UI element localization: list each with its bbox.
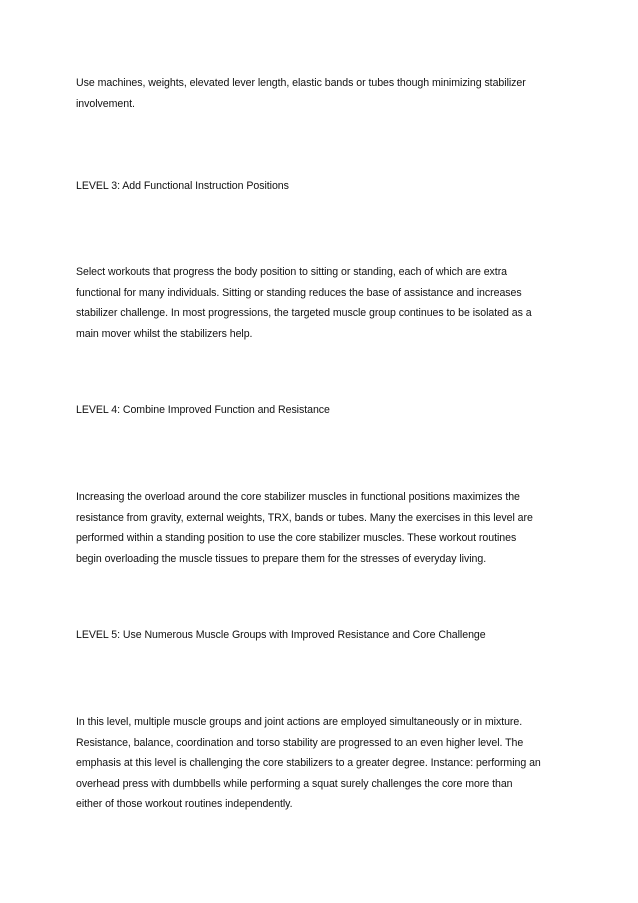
level4-paragraph [76, 487, 566, 569]
text-line: resistance from gravity, external weights, TRX, bands or tubes. Many the exercises in this level are [76, 511, 533, 524]
text-line: stabilizer challenge. In most progressions, the targeted muscle group continues to be isolated as a [76, 307, 532, 319]
text-line: either of those workout routines independently. [76, 798, 293, 810]
text-line: Use machines, weights, elevated lever length, elastic bands or tubes though minimizing stabilizer [76, 77, 526, 89]
text-line: begin overloading the muscle tissues to prepare them for the stresses of everyday living. [76, 552, 487, 565]
text-line: Select workouts that progress the body position to sitting or standing, each of which are extra [76, 266, 508, 278]
level3-heading [76, 176, 566, 197]
heading-text: LEVEL 4: Combine Improved Function and Resistance [76, 404, 330, 416]
text-line: emphasis at this level is challenging the core stabilizers to a greater degree. Instance: performing an [76, 757, 541, 769]
level4-heading [76, 400, 566, 421]
level5-paragraph [76, 712, 566, 815]
heading-text: LEVEL 5: Use Numerous Muscle Groups with Improved Resistance and Core Challenge [76, 629, 486, 641]
text-line: main mover whilst the stabilizers help. [76, 327, 253, 340]
text-line: performed within a standing position to use the core stabilizer muscles. These workout routines [76, 532, 517, 544]
heading-text: LEVEL 3: Add Functional Instruction Positions [76, 180, 289, 192]
text-line: Increasing the overload around the core stabilizer muscles in functional positions maximizes the [76, 491, 520, 503]
text-line: involvement. [76, 97, 135, 110]
text-line: In this level, multiple muscle groups and joint actions are employed simultaneously or in mixture. [76, 716, 523, 728]
level3-paragraph [76, 262, 566, 344]
intro-paragraph [76, 73, 566, 114]
text-line: overhead press with dumbbells while performing a squat surely challenges the core more than [76, 777, 513, 790]
text-line: functional for many individuals. Sitting or standing reduces the base of assistance and increases [76, 286, 522, 299]
text-line: Resistance, balance, coordination and torso stability are progressed to an even higher level. The [76, 736, 524, 749]
level5-heading [76, 625, 566, 646]
